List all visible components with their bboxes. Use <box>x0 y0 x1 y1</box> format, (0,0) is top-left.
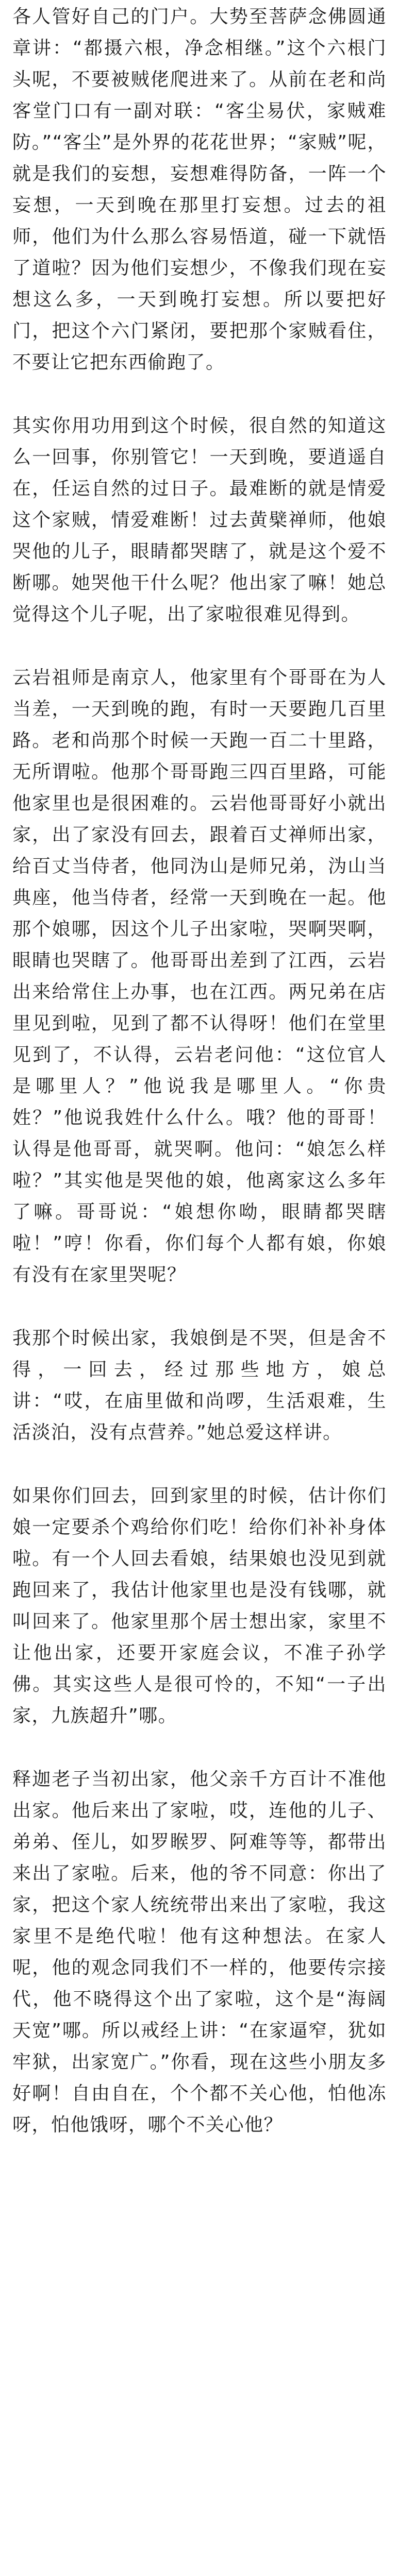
paragraph-spacer <box>12 1732 387 1764</box>
paragraph-spacer <box>12 630 387 662</box>
paragraph-spacer <box>12 1448 387 1480</box>
paragraph-spacer <box>12 378 387 410</box>
paragraph-spacer <box>12 1291 387 1323</box>
paragraph-2: 其实你用功用到这个时候，很自然的知道这么一回事，你别管它！一天到晚，要逍遥自在，任运自然的过日子。最难断的就是情爱这个家贼，情爱难断！过去黄檗禅师，他娘哭他的儿子，眼睛都哭瞎了，就是这个爱不断哪。她哭他干什么呢？他出家了嘛！她总觉得这个儿子呢，出了家啦很难见得到。 <box>12 415 387 625</box>
paragraph-3: 云岩祖师是南京人，他家里有个哥哥在为人当差，一天到晚的跑，有时一天要跑几百里路。老和尚那个时候一天跑一百二十里路，无所谓啦。他那个哥哥跑三四百里路，可能他家里也是很困难的。云岩他哥哥好小就出家，出了家没有回去，跟着百丈禅师出家，给百丈当侍者，他同沩山是师兄弟，沩山当典座，他当侍者，经常一天到晚在一起。他那个娘哪，因这个儿子出家啦，哭啊哭啊，眼睛也哭瞎了。他哥哥出差到了江西，云岩出来给常住上办事，也在江西。两兄弟在店里见到啦，见到了都不认得呀！他们在堂里见到了，不认得，云岩老问他：“这位官人是哪里人？”他说我是哪里人。“你贵姓？”他说我姓什么什么。哦？他的哥哥！认得是他哥哥，就哭啊。他问：“娘怎么样啦？”其实他是哭他的娘，他离家这么多年了嘛。哥哥说：“娘想你呦，眼睛都哭瞎啦！”哼！你看，你们每个人都有娘，你娘有没有在家里哭呢？ <box>12 667 387 1285</box>
paragraph-1: 各人管好自己的门户。大势至菩萨念佛圆通章讲：“都摄六根，净念相继。”这个六根门头呢，不要被贼佬爬进来了。从前在老和尚客堂门口有一副对联：“客尘易伏，家贼难防。”“客尘”是外界的花花世界；“家贼”呢，就是我们的妄想，妄想难得防备，一阵一个妄想，一天到晚在那里打妄想。过去的祖师，他们为什么那么容易悟道，碰一下就悟了道啦？因为他们妄想少，不像我们现在妄想这么多，一天到晚打妄想。所以要把好门，把这个六门紧闭，要把那个家贼看住，不要让它把东西偷跑了。 <box>12 6 387 373</box>
paragraph-6: 释迦老子当初出家，他父亲千方百计不准他出家。他后来出了家啦，哎，连他的儿子、弟弟、侄儿，如罗睺罗、阿难等等，都带出来出了家啦。后来，他的爷不同意：你出了家，把这个家人统统带出来出了家啦，我这家里不是绝代啦！他有这种想法。在家人呢，他的观念同我们不一样的，他要传宗接代，他不晓得这个出了家啦，这个是“海阔天宽”哪。所以戒经上讲：“在家逼窄，犹如牢狱，出家宽广。”你看，现在这些小朋友多好啊！自由自在，个个都不关心他，怕他冻呀，怕他饿呀，哪个不关心他？ <box>12 1769 387 2136</box>
paragraph-4: 我那个时候出家，我娘倒是不哭，但是舍不得，一回去，经过那些地方，娘总讲：“哎，在庙里做和尚啰，生活艰难，生活淡泊，没有点营养。”她总爱这样讲。 <box>12 1328 387 1443</box>
paragraph-5: 如果你们回去，回到家里的时候，估计你们娘一定要杀个鸡给你们吃！给你们补补身体啦。有一个人回去看娘，结果娘也没见到就跑回来了，我估计他家里也是没有钱哪，就叫回来了。他家里那个居士想出家，家里不让他出家，还要开家庭会议，不准子孙学佛。其实这些人是很可怜的，不知“一子出家，九族超升”哪。 <box>12 1485 387 1726</box>
